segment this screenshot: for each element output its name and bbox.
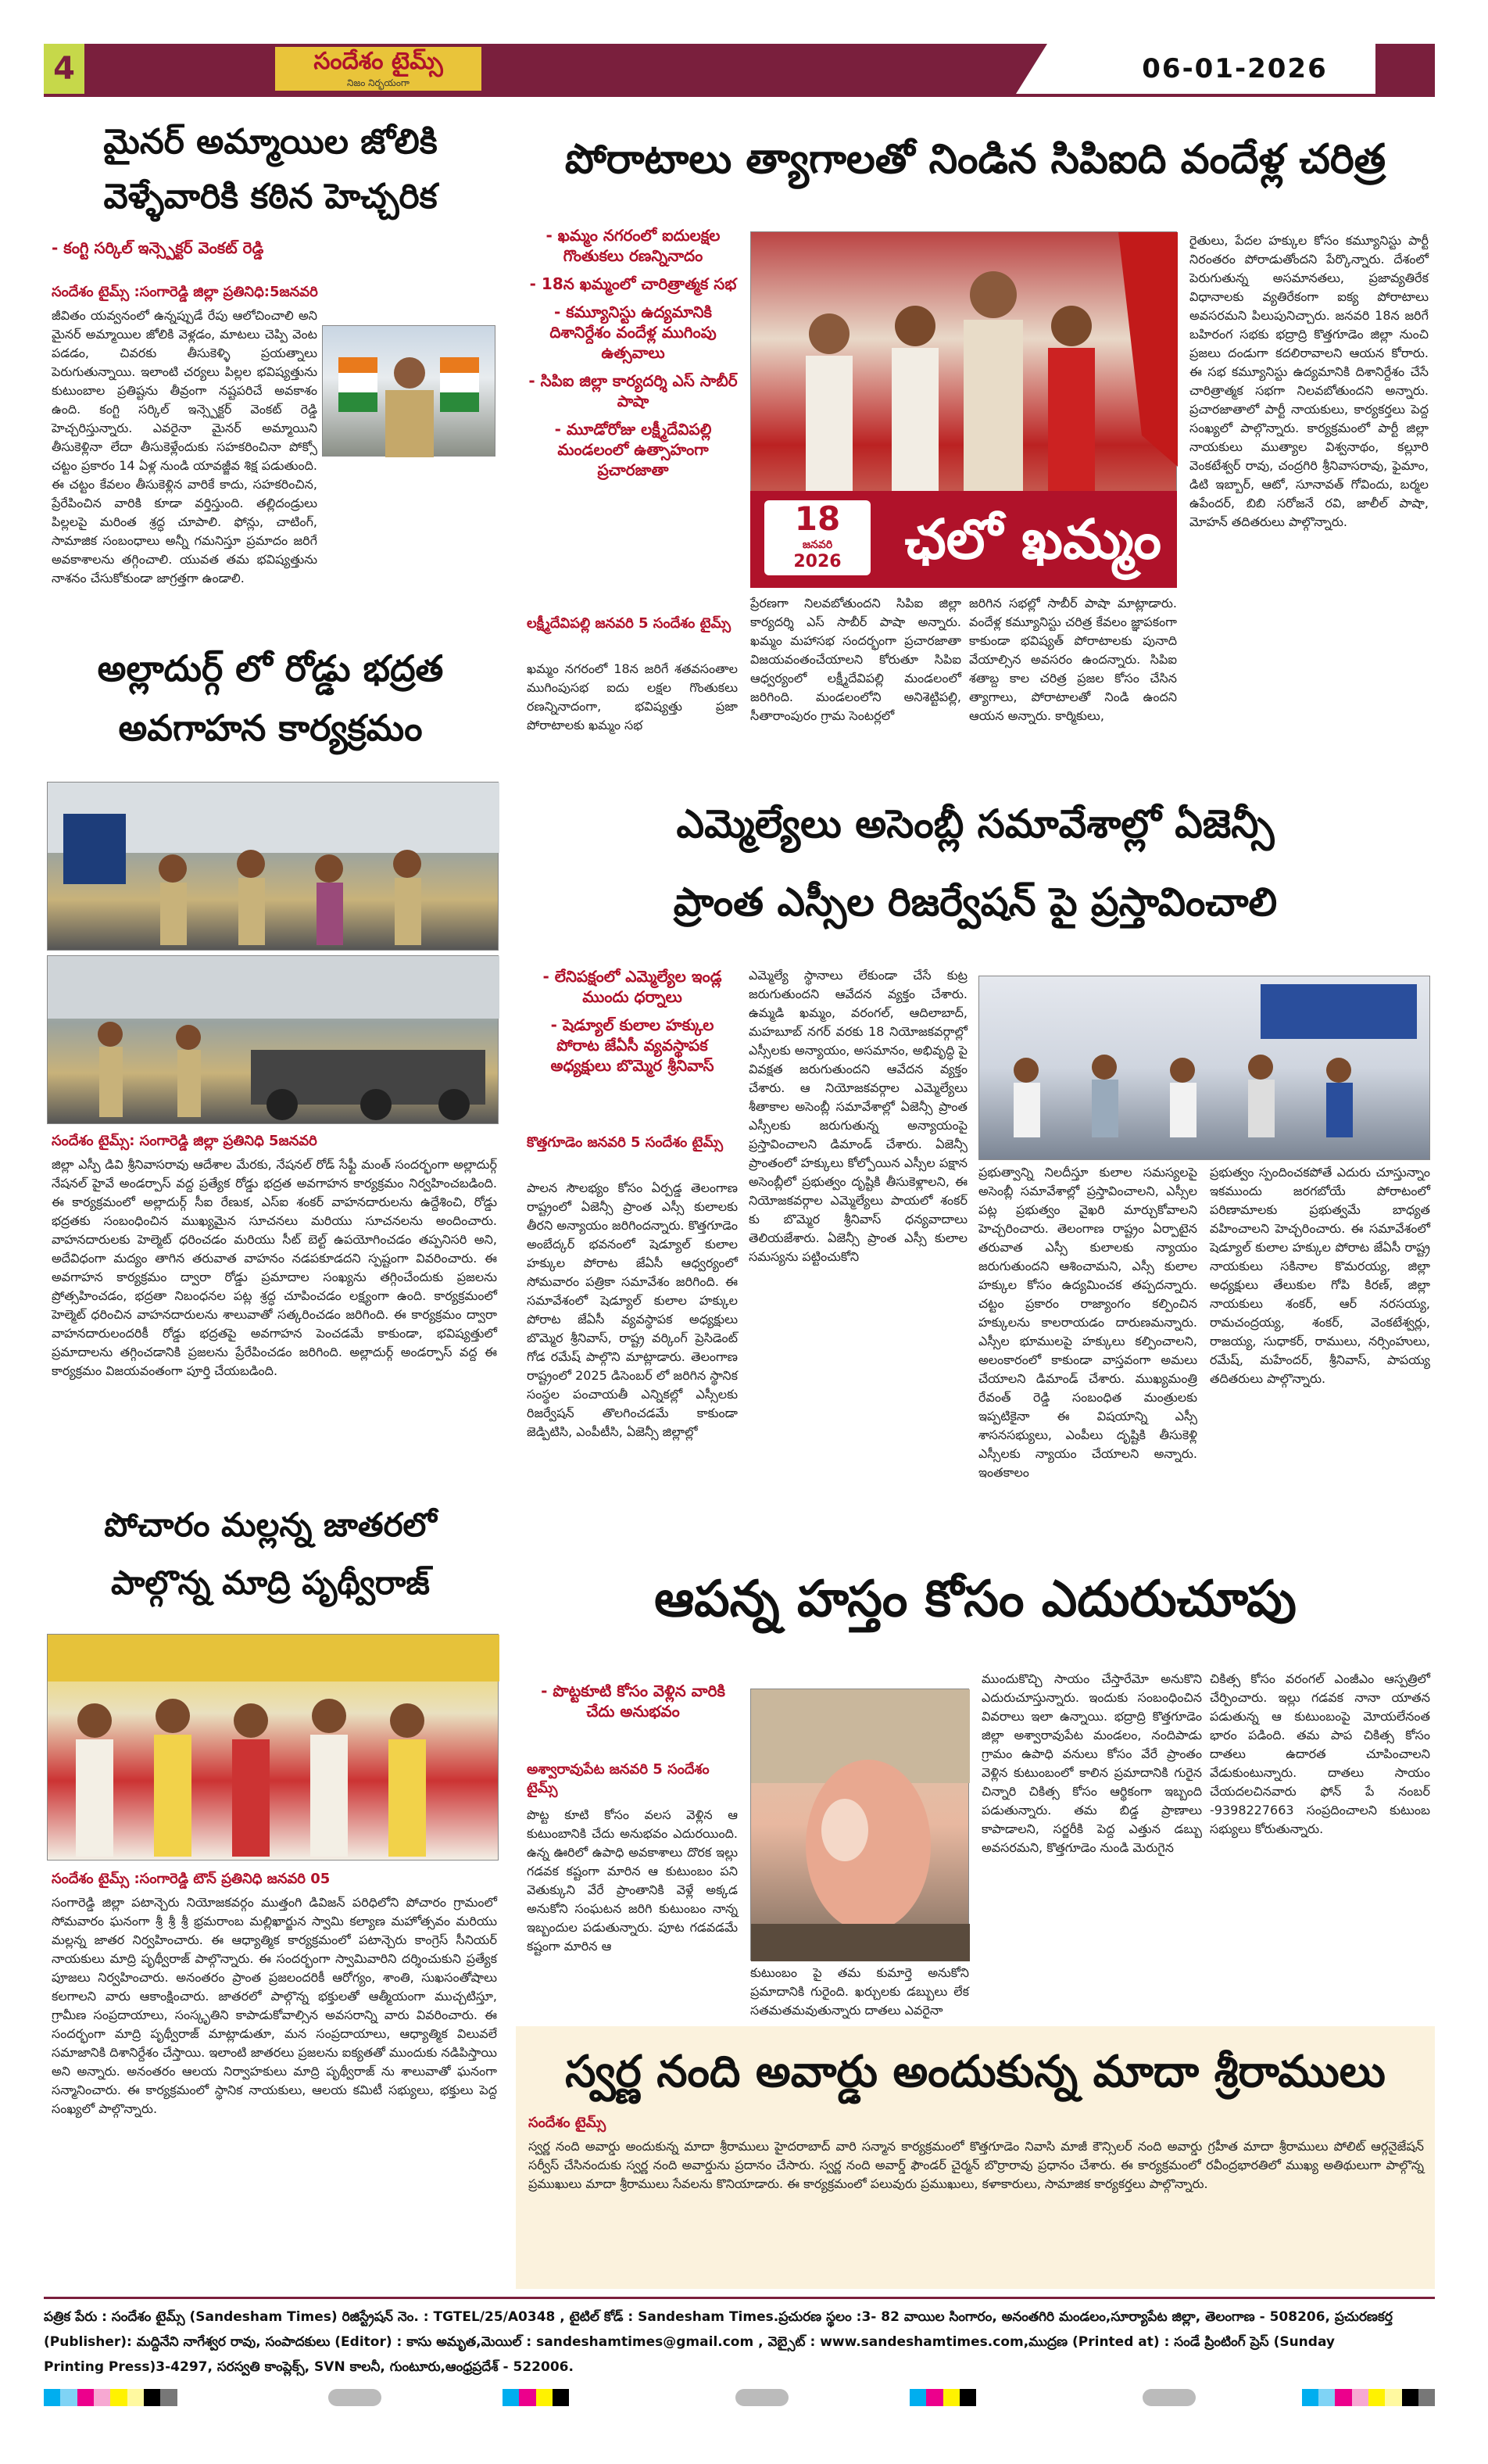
color-registration-bar (44, 2389, 1435, 2408)
banner-text: ఛలో ఖమ్మం (904, 507, 1161, 571)
cpi-byline: లక్ష్మీదేవిపల్లి జనవరి 5 సందేశం టైమ్స్ (527, 615, 731, 632)
child-figure (751, 1689, 970, 1961)
cpi-body-col2: ప్రేరణగా నిలవబోతుందని సిపిఐ జిల్లా కార్యదర్శి ఎస్ సాబీర్ పాషా అన్నారు. ఖమ్మం మహాసభ సందర్భంగా ప్రచారజాతా విజయవంతంచేయాలని కోరుతూ సిపిఐ ఆధ్వర్యంలో లక్ష్మీదేవిపల్లి మండలంలో జరిగింది. మండలంలోని అనిశెట్టిపల్లి, సీతారాంపురం గ్రామ సెంటర్లలో (750, 596, 961, 723)
minor-girls-body-text: జీవితం యవ్వనంలో ఉన్నప్పుడే రేపు ఆలోచించాలి అని మైనర్ అమ్మాయిల జోలికి వెళ్లడం, మాటలు చెప్పి వెంట పడడం, చివరకు తీసుకెళ్ళి ప్రయత్నాలు పెరుగుతున్నాయి. ఇలాంటి చర్యలు పిల్లల భవిష్యత్తును కుటుంబాల ప్రతిష్టను తీవ్రంగా నష్టపరిచే అవకాశం ఉంది. కంగ్టి సర్కిల్ ఇన్స్పెక్టర్ వెంకట్ రెడ్డి హెచ్చరిస్తున్నారు. ఎవరైనా మైనర్ అమ్మాయిని తీసుకెళ్లినా లేదా తీసుకెళ్లేందుకు సహకరించినా పోక్సో చట్టం ప్రకారం 14 ఏళ్ల నుండి యావజ్జీవ శిక్ష పడుతుంది. ఈ చట్టం కేవలం తీసుకెళ్లిన వారికే కాదు, సహకరించిన, ప్రేరేపించిన వారికి కూడా వర్తిస్తుంది. తల్లిదండ్రులు పిల్లలపై మరింత శ్రద్ధ చూపాలి. ఫోన్లు, చాటింగ్, సామాజిక సంబంధాలు అన్నీ గమనిస్తూ ప్రమాదం జరిగే అవకాశాలను తగ్గించాలి. యువత తమ భవిష్యత్తును నాశనం చేసుకోకుండా జాగ్రత్తగా ఉండాలి. (52, 308, 317, 586)
nandi-award-body: స్వర్ణ నంది అవార్డు అందుకున్న మాదా శ్రీరాములు హైదరాబాద్ వారి సన్మాన కార్యక్రమంలో కొత్తగూడెం నివాసి మాజీ కౌన్సిలర్ నంది అవార్డు గ్రహీత మాదా శ్రీరాములు పోలిట్ ఆర్గనైజేషన్ సర్వీస్ చేసినందుకు స్వర్ణ నంది అవార్డును ప్రదానం చేసారు. స్వర్ణ నంది అవార్డ్ ఫౌండర్ చైర్మన్ బొర్రారావు ప్రధానం చేశారు. ఈ కార్యక్రమంలో రవీంద్రభారతిలో ముఖ్య అతిథులుగా పాల్గొన్న ప్రముఖులు మాదా శ్రీరాములు సేవలను కొనియాడారు. ఈ కార్యక్రమంలో పలువురు ప్రముఖులు, కళాకారులు, సామాజిక కార్యకర్తలు పాల్గొన్నారు. (528, 2139, 1424, 2191)
minor-girls-body-b (52, 463, 497, 624)
police-bikes-figure-1 (48, 783, 499, 951)
cpi-bullets (524, 225, 742, 616)
road-safety-photo-1 (47, 782, 499, 951)
aapanna-body-col2: కుటుంబం పై తమ కుమార్తె అనుకోని ప్రమాదానికి గురైంది. ఖర్చులకు డబ్బులు లేక సతమతమవుతున్నారు దాతలు ఎవరైనా (750, 1965, 969, 2018)
road-safety-photo-2 (47, 955, 499, 1124)
header-rule (44, 94, 1435, 97)
aapanna-subhead: - పొట్టకూటి కోసం వెళ్లిన వారికి చేదు అనుభవం (541, 1681, 725, 1721)
pocharam-body: సంగారెడ్డి జిల్లా పటాన్చెరు నియోజకవర్గం ముత్తంగి డివిజన్ పరిధిలోని పోచారం గ్రామంలో సోమవారం ఘనంగా శ్రీ శ్రీ శ్రీ భ్రమరాంబ మల్లిఖార్జున స్వామి కల్యాణ మహోత్సవం మరియు మల్లన్న జాతర నిర్వహించారు. ఈ ఆధ్యాత్మిక కార్యక్రమంలో పటాన్చెరు కాంగ్రెస్ సీనియర్ నాయకులు మాద్రి పృథ్వీరాజ్ పాల్గొన్నారు. ఈ సందర్భంగా స్వామివారిని దర్శించుకుని ప్రత్యేక పూజలు నిర్వహించారు. అనంతరం ప్రాంత ప్రజలందరికీ ఆరోగ్యం, శాంతి, సుఖసంతోషాలు కలగాలని వారు ఆకాంక్షించారు. జాతరలో పాల్గొన్న భక్తులతో ఆత్మీయంగా ముచ్చటిస్తూ, గ్రామీణ సంప్రదాయాలు, సంస్కృతిని కాపాడుకోవాల్సిన అవసరాన్ని వారు వివరించారు. ఈ సందర్భంగా మాద్రి పృథ్వీరాజ్ మాట్లాడుతూ, మన సంప్రదాయాలు, ఆధ్యాత్మిక విలువలే సమాజానికి దిశానిర్దేశం చేస్తాయి. ఇలాంటి జాతరలు ప్రజలను ఐక్యతతో ముందుకు నడిపిస్తాయి అని అన్నారు. అనంతరం ఆలయ నిర్వాహకులు మాద్రి పృథ్వీరాజ్ ను శాలువాతో ఘనంగా సన్మానించారు. ఈ కార్యక్రమంలో స్థానిక నాయకులు, ఆలయ కమిటీ సభ్యులు, భక్తులు పెద్ద సంఖ్యలో పాల్గొన్నారు. (52, 1895, 497, 2116)
mla-bullet-2: - షెడ్యూల్ కులాల హక్కుల పోరాట జేఏసీ వ్యవస్థాపక అధ్యక్షులు బొమ్మెర శ్రీనివాస్ (550, 1015, 714, 1075)
minor-girls-byline: సందేశం టైమ్స్ :సంగారెడ్డి జిల్లా ప్రతినిధి:5జనవరి (52, 284, 318, 300)
pocharam-byline: సందేశం టైమ్స్ :సంగారెడ్డి టౌన్ ప్రతినిధి జనవరి 05 (52, 1871, 331, 1887)
banner-date-number: 18 (794, 500, 841, 538)
minor-girls-subhead: - కంగ్టి సర్కిల్ ఇన్స్పెక్టర్ వెంకట్ రెడ్డి (52, 238, 264, 257)
aapanna-body-col3: ముందుకొచ్చి సాయం చేస్తారేమో అనుకొని ఎదురుచూస్తున్నారు. ఇందుకు సంబంధించిన వివరాలు ఇలా ఉన్నాయి. భద్రాద్రి కొత్తగూడెం జిల్లా అశ్వారావుపేట మండలం, నందిపాడు గ్రామం ఉపాధి వనులు కోసం వేరే ప్రాంతం వెళ్లిన కుటుంబంలో కాలిన ప్రమాదానికి గురైన చిన్నారి చికిత్స కోసం ఆర్థికంగా ఇబ్బంది పడుతున్నారు. తమ బిడ్డ ప్రాణాలు కాపాడాలని, సర్జరీకి పెద్ద ఎత్తున డబ్బు అవసరమని, కొత్తగూడెం నుండి మెరుగైన (982, 1671, 1202, 1855)
banner-date-month: జనవరి (802, 539, 833, 551)
aapanna-headline: ఆపన్న హస్తం కోసం ఎదురుచూపు (654, 1570, 1297, 1628)
mla-headline-2: ప్రాంత ఎస్సీల రిజర్వేషన్ పై ప్రస్తావించాలి (673, 879, 1278, 925)
cpi-bullet-5: - మూడోరోజు లక్ష్మీదేవిపల్లి మండలంలో ఉత్సాహంగా ప్రచారజాతా (554, 420, 712, 479)
pocharam-headline-1: పోచారం మల్లన్న జాతరలో (104, 1506, 437, 1544)
meeting-figures (979, 976, 1431, 1161)
footer-rule (44, 2297, 1435, 2299)
logo-title: సందేశం టైమ్స్ (313, 48, 443, 75)
cpi-bullet-2: - 18న ఖమ్మంలో చారిత్రాత్మక సభ (529, 274, 737, 293)
minor-girls-headline-1: మైనర్ అమ్మాయిల జోలికి (103, 122, 438, 162)
footer-line-3: Printing Press)3-4297, సరస్వతి కాంప్లెక్స్, SVN కాలనీ, గుంటూరు,ఆంధ్రప్రదేశ్ - 522006. (44, 2359, 574, 2375)
mla-body-col1: పాలన సౌలభ్యం కోసం ఏర్పడ్డ తెలంగాణ రాష్ట్రంలో ఏజెన్సీ ప్రాంత ఎస్సీ కులాలకు తీరని అన్యాయం జరిగిందన్నారు. కొత్తగూడెం అంబేద్కర్ భవనంలో షెడ్యూల్ కులాల హక్కుల పోరాట జేఏసీ ఆధ్వర్యంలో సోమవారం పత్రికా సమావేశం జరిగింది. ఈ సమావేశంలో షెడ్యూల్ కులాల హక్కుల పోరాట జేఏసీ వ్యవస్థాపక అధ్యక్షులు బొమ్మెర శ్రీనివాస్, రాష్ట్ర వర్కింగ్ ప్రెసిడెంట్ గోడ రమేష్ పాల్గొని మాట్లాడారు. తెలంగాణ రాష్ట్రంలో 2025 డిసెంబర్ లో జరిగిన స్థానిక సంస్థల పంచాయతీ ఎన్నికల్లో ఎస్సీలకు రిజర్వేషన్ తొలగించడమే కాకుండా జెడ్పిటిసి, ఎంపీటీసి, ఏజెన్సీ జిల్లాల్లో (527, 1180, 738, 1439)
cpi-headline: పోరాటాలు త్యాగాలతో నిండిన సిపిఐది వందేళ్ల చరిత్ర (564, 135, 1386, 183)
aapanna-byline: అశ్వారావుపేట జనవరి 5 సందేశం టైమ్స్ (527, 1761, 710, 1796)
footer-line-1: పత్రిక పేరు : సందేశం టైమ్స్ (Sandesham Times) రిజిస్ట్రేషన్ నెం. : TGTEL/25/A0348 , టైటిల్ కోడ్ : Sandesham Times.ప్రచురణ స్థలం :3- 82 వాయిల సింగారం, అనంతగిరి మండలం,సూర్యాపేట జిల్లా, తెలంగాణ - 508206, ప్రచురణకర్త (44, 2309, 1393, 2325)
road-safety-byline: సందేశం టైమ్స్: సంగారెడ్డి జిల్లా ప్రతినిధి 5జనవరి (52, 1133, 317, 1149)
masthead-logo (274, 45, 483, 92)
police-officer-photo (322, 325, 495, 457)
pocharam-photo (47, 1634, 499, 1861)
footer-imprint (44, 2305, 1435, 2380)
cpi-body-col3: జరిగిన సభల్లో సాబీర్ పాషా మాట్లాడారు. వందేళ్ల కమ్యూనిస్టు చరిత్ర కేవలం జ్ఞాపకంగా కాకుండా భవిష్యత్ పోరాటాలకు పునాది వేయాల్సిన అవసరం ఉందన్నారు. సిపిఐ శతాబ్ద కాల చరిత్ర ప్రజల కోసం చేసిన త్యాగాలు, పోరాటాలతో నిండి ఉందని ఆయన అన్నారు. కార్మికులు, (969, 596, 1177, 723)
cpi-bullet-1: - ఖమ్మం నగరంలో ఐదులక్షల గొంతుకలు రణన్నినాదం (545, 226, 721, 265)
mla-body-col3: ప్రభుత్వాన్ని నిలదీస్తూ కులాల సమస్యలపై అసెంబ్లీ సమావేశాల్లో ప్రస్తావించాలని, ఎస్సీల పట్ల ప్రభుత్వం వైఖరి మార్చుకోవాలని హెచ్చరించారు. తెలంగాణ రాష్ట్రం ఏర్పాటైన తరువాత ఎస్సీ కులాలకు న్యాయం జరుగుతుందని ఆశించామని, ఎస్సీ కులాల హక్కుల కోసం ఉద్యమించక తప్పదన్నారు. చట్టం ప్రకారం రాజ్యాంగం కల్పించిన హక్కులను కాలరాయడం దారుణమన్నారు. ఎస్సీల భూములపై హక్కులు కల్పించాలని, అలంకారంలో కాకుండా వాస్తవంగా అమలు చేయాలని డిమాండ్ చేశారు. ముఖ్యమంత్రి రేవంత్ రెడ్డి సంబంధిత మంత్రులకు ఇప్పటికైనా ఈ విషయాన్ని ఎస్సీ శాసనసభ్యులు, ఎంపీలు దృష్టికి తీసుకెళ్లి ఎస్సీలకు న్యాయం చేయాలని అన్నారు. ఇంతకాలం (978, 1165, 1197, 1480)
injured-child-photo (750, 1689, 969, 1961)
cpi-bullet-4: - సిపిఐ జిల్లా కార్యదర్శి ఎస్ సాబీర్ పాషా (528, 371, 738, 410)
mla-body-col4: ప్రభుత్వం స్పందించకపోతే ఎదురు చూస్తున్నాం ఇకముందు జరగబోయే పోరాటంలో పరిణామాలకు ప్రభుత్వమే బాధ్యత వహించాలని హెచ్చరించారు. ఈ సమావేశంలో షెడ్యూల్ కులాల హక్కుల పోరాట జేఏసీ రాష్ట్ర నాయకులు సకినాల కొమరయ్య, జిల్లా అధ్యక్షులు తేలుకుల గోపి కిరణ్, జిల్లా నాయకులు శంకర్, ఆర్ నరసయ్య, రామచంద్రయ్య, శంకర్, వెంకటేశ్వర్లు, రాజయ్య, సుధాకర్, రాములు, నర్సింహులు, రమేష్, మహేందర్, శ్రీనివాస్, పాపయ్య తదితరులు పాల్గొన్నారు. (1210, 1165, 1430, 1386)
police-bikes-figure-2 (48, 956, 499, 1125)
cpi-bullet-3: - కమ్యూనిస్టు ఉద్యమానికి దిశానిర్దేశం వందేళ్ల ముగింపు ఉత్సవాలు (549, 303, 717, 362)
aapanna-body-col1: పొట్ట కూటి కోసం వలస వెళ్లిన ఆ కుటుంబానికి చేదు అనుభవం ఎదురయింది. ఉన్న ఊరిలో ఉపాధి అవకాశాలు దొరక ఇల్లు గడవక కష్టంగా మారిన ఆ కుటుంబం పని వెతుక్కుని వేరే ప్రాంతానికి వెళ్లే అక్కడ అనుకోని సంఘటన జరిగి కుటుంబం నాన్న ఇబ్బందుల పడుతున్నారు. పూట గడవడమే కష్టంగా మారిన ఆ (527, 1807, 738, 1954)
mla-body-col2: ఎమ్మెల్యే స్థానాలు లేకుండా చేసే కుట్ర జరుగుతుందని ఆవేదన వ్యక్తం చేశారు. ఉమ్మడి ఖమ్మం, వరంగల్, ఆదిలాబాద్, మహబూబ్ నగర్ వరకు 18 నియోజకవర్గాల్లో ఎస్సీలకు అన్యాయం, అసమానం, అభివృద్ధి పై వివక్షత జరుగుతుందని ఆవేదన వ్యక్తం చేశారు. ఆ నియోజకవర్గాల ఎమ్మెల్యేలు శీతాకాల అసెంబ్లీ సమావేశాల్లో ఏజెన్సీ ప్రాంత ఎస్సీలకు జరుగుతున్న అన్యాయంపై ప్రస్తావించాలని డిమాండ్ చేశారు. ఏజెన్సీ ప్రాంతంలో హక్కులు కోల్పోయిన ఎస్సీల పక్షాన అసెంబ్లీలో ప్రభుత్వం దృష్టికి తీసుకెళ్లాలని, ఈ నియోజకవర్గాల ఎమ్మెల్యేలు పాయలో శంకర్ కు బొమ్మెర శ్రీనివాస్ ధన్యవాదాలు తెలియజేశారు. ఏజెన్సీ ప్రాంత ఎస్సీ కులాల సమస్యను పట్టించుకోని (749, 968, 968, 1264)
road-safety-headline-2: అవగాహన కార్యక్రమం (118, 707, 423, 749)
footer-line-2: (Publisher): మద్దినేని నాగేశ్వర రావు, సంపాదకులు (Editor) : కాసు అమృత,మెయిల్ : sandeshamtimes@gmail.com , వెబ్సైట్ : www.sandeshamtimes.com,ముద్రణ (Printed at) : సండే ప్రింటింగ్ ప్రెస్ (Sunday (44, 2334, 1335, 2350)
mla-byline: కొత్తగూడెం జనవరి 5 సందేశం టైమ్స్ (527, 1134, 724, 1151)
mla-bullet-1: - లేనిపక్షంలో ఎమ్మెల్యేల ఇండ్ల ముందు ధర్నాలు (542, 967, 722, 1006)
page-number: 4 (44, 44, 84, 94)
banner-date-badge (764, 500, 871, 575)
road-safety-headline-1: అల్లాదుర్గ్ లో రోడ్డు భద్రత (97, 647, 444, 689)
issue-date: 06-01-2026 (1142, 53, 1328, 84)
nandi-award-byline: సందేశం టైమ్స్ (528, 2115, 606, 2131)
banner-date-year: 2026 (793, 552, 842, 571)
mla-headline-1: ఎమ్మెల్యేలు అసెంబ్లీ సమావేశాల్లో ఏజెన్సీ (676, 800, 1275, 847)
rally-crowd-figures (751, 232, 1178, 498)
aapanna-body-col4: చికిత్స కోసం వరంగల్ ఎంజీఎం ఆస్పత్రిలో చేర్పించారు. ఇల్లు గడవక నానా యాతన పడుతున్న ఆ కుటుంబంపై మోయలేనంత భారం పడింది. తమ పాప చికిత్స కోసం దాతలు ఉదారత చూపించాలని వేడుకుంటున్నారు. దాతలు సాయం చేయదలచినవారు ఫోన్ పే నంబర్ -9398227663 సంప్రదించాలని కుటుంబ సభ్యులు కోరుతున్నారు. (1210, 1671, 1430, 1836)
minor-girls-headline-2: వెళ్ళేవారికి కఠిన హెచ్చరిక (103, 177, 438, 217)
pocharam-headline-2: పాల్గొన్న మాద్రి పృథ్వీరాజ్ (111, 1563, 430, 1602)
road-safety-body: జిల్లా ఎస్పీ డివి శ్రీనివాసరావు ఆదేశాల మేరకు, నేషనల్ రోడ్ సేఫ్టీ మంత్ సందర్భంగా అల్లాదుర్గ్ నేషనల్ హైవే అండర్పాస్ వద్ద ప్రత్యేక రోడ్డు భద్రత అవగాహన కార్యక్రమం నిర్వహించబడింది. ఈ కార్యక్రమంలో అల్లాదుర్గ్ సీఐ రేణుక, ఎస్ఐ శంకర్ వాహనదారులను ఉద్దేశించి, రోడ్డు భద్రతకు సంబంధించిన ముఖ్యమైన సూచనలు మరియు సూచనలను అందించారు. వాహనదారులకు హెల్మెట్ ధరించడం మరియు సీట్ బెల్ట్ ఉపయోగించడం తప్పనిసరి అని, అదేవిధంగా మద్యం తాగిన తరువాత వాహనం నడపకూడదని స్పష్టంగా వివరించారు. ఈ అవగాహన కార్యక్రమం ద్వారా రోడ్డు ప్రమాదాల సంఖ్యను తగ్గించేందుకు ప్రజలను ప్రోత్సహించడం, భద్రతా నిబంధనల పట్ల శ్రద్ధ చూపించడం లక్ష్యంగా ఉంది. కార్యక్రమంలో హెల్మెట్ ధరించిన వాహనదారులను శాలువాతో సత్కరించడం జరిగింది. ఈ కార్యక్రమం ద్వారా వాహనదారులందరికీ రోడ్డు భద్రతపై అవగాహన పెంచడమే కాకుండా, భవిష్యత్తులో ప్రమాదాలను తగ్గించడానికి ప్రజలను ప్రేరేపించడం జరిగింది. అల్లాదుర్గ్ అండర్పాస్ వద్ద ఈ కార్యక్రమం విజయవంతంగా పూర్తి చేయబడింది. (52, 1157, 497, 1378)
festival-figures (48, 1635, 499, 1861)
mla-meeting-photo (978, 976, 1430, 1160)
logo-tagline: నిజం నిర్భయంగా (347, 77, 410, 88)
mla-bullets (527, 966, 738, 1107)
minor-girls-body-a (52, 306, 317, 586)
cpi-body-col4: రైతులు, పేదల హక్కుల కోసం కమ్యూనిస్టు పార్టీ నిరంతరం పోరాడుతోందని పేర్కొన్నారు. దేశంలో పెరుగుతున్న అసమానతలు, ప్రజావ్యతిరేక విధానాలకు వ్యతిరేకంగా ఐక్య పోరాటాలు అవసరమని పిలుపునిచ్చారు. జనవరి 18న జరిగే బహిరంగ సభకు భద్రాద్రి కొత్తగూడెం జిల్లా నుంచి ప్రజలు దండుగా కదలిరావాలని ఆయన కోరారు. ఈ సభ కమ్యూనిస్టు ఉద్యమానికి దిశానిర్దేశం చేసే చారిత్రాత్మక సభగా నిలవబోతుందని అన్నారు. ప్రచారజాతాలో పార్టీ నాయకులు, కార్యకర్తలు పెద్ద సంఖ్యలో పాల్గొన్నారు. కార్యక్రమంలో పార్టీ జిల్లా నాయకులు ముత్యాల విశ్వనాథం, కల్లూరి వెంకటేశ్వర్ రావు, చంద్రగిరి శ్రీనివాసరావు, ఫైమాం, డిటి ఇబ్బార్, ఆటో, సూనావత్ గోవిందు, బర్మల ఉపేందర్, బిబి సరోజనే రవి, జాలీల్ పాషా, మోహన్ తదితరులు పాల్గొన్నారు. (1189, 233, 1429, 529)
police-officer-figure (323, 326, 496, 457)
cpi-body-col1: ఖమ్మం నగరంలో 18న జరిగే శతవసంతాల ముగింపుసభ ఐదు లక్షల గొంతుకలు రణన్నినాదంగా, భవిష్యత్తు ప్రజా పోరాటాలకు ఖమ్మం సభ (527, 661, 738, 732)
nandi-award-headline: స్వర్ణ నంది అవార్డు అందుకున్న మాదా శ్రీరాములు (565, 2046, 1386, 2097)
